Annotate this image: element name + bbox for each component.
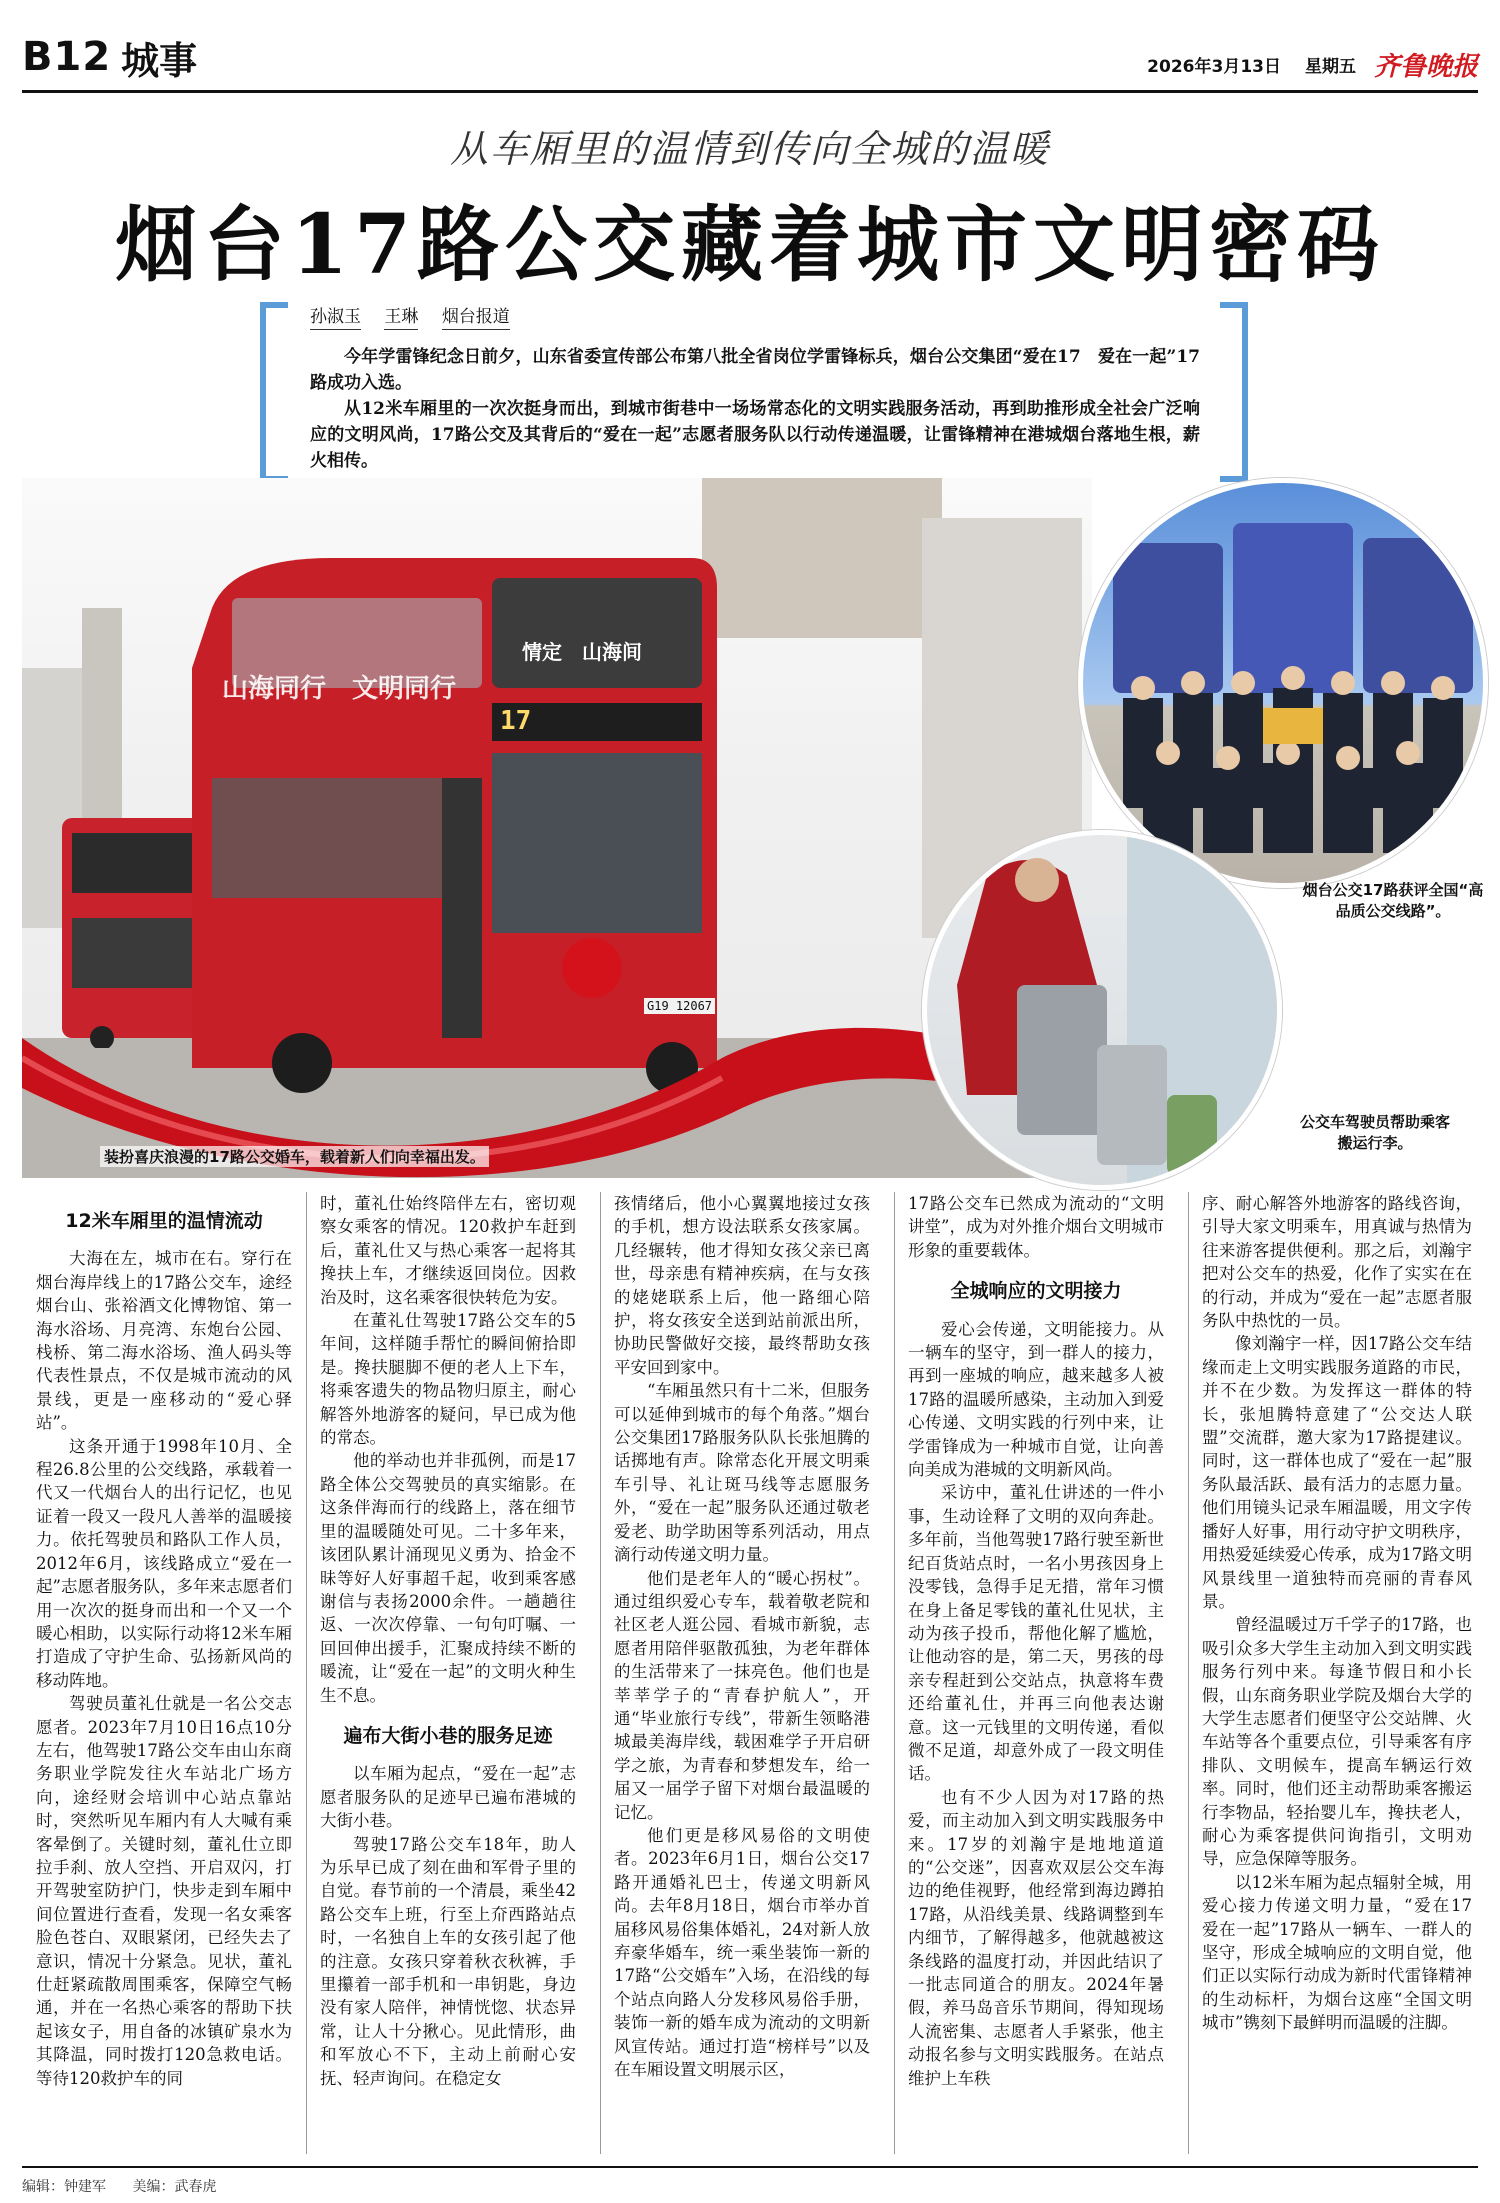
column-divider [894, 1192, 895, 2154]
body-paragraph: 以12米车厢为起点辐射全城，用爱心接力传递文明力量，“爱在17 爱在一起”17路从一辆车、一群人的坚守，形成全城响应的文明自觉，他们正以实际行动成为新时代雷锋精神的生动标杆，为烟台这座“全国文明城市”镌刻下最鲜明而温暖的注脚。 [1202, 1872, 1489, 2033]
body-paragraph: 大海在左，城市在右。穿行在烟台海岸线上的17路公交车，途经烟台山、张裕酒文化博物馆、第一海水浴场、月亮湾、东炮台公园、栈桥、第二海水浴场、渔人码头等代表性景点，不仅是城市流动的风景线，更是一座移动的“爱心驿站”。 [36, 1249, 292, 1433]
article-subtitle: 从车厢里的温情到传向全城的温暖 [449, 127, 1050, 171]
bus-banner-text: 情定 山海间 [522, 640, 642, 664]
body-paragraph: 驾驶员董礼仕就是一名公交志愿者。2023年7月10日16点10分左右，他驾驶17路公交车由山东商务职业学院发往火车站北广场方向，途经财会培训中心站点靠站时，突然听见车厢内有人大喊有乘客晕倒了。关键时刻，董礼仕立即拉手刹、放人空挡、开启双闪，打开驾驶室防护门，快步走到车厢中间位置进行查看，发现一名女乘客脸色苍白、双眼紧闭，已经失去了意识，情况十分紧急。见状，董礼仕赶紧疏散周围乘客，保障空气畅通，并在一名热心乘客的帮助下扶起该女子，用自备的冰镇矿泉水为其降温，同时拨打120急救电话。等待120救护车的同 [36, 1694, 292, 2088]
body-paragraph: 采访中，董礼仕讲述的一件小事，生动诠释了文明的双向奔赴。多年前，当他驾驶17路行驶至新世纪百货站点时，一名小男孩因身上没零钱，急得手足无措，常年习惯在身上备足零钱的董礼仕见状，主动为孩子投币，帮他化解了尴尬，让他动容的是，第二天，男孩的母亲专程赶到公交站点，执意将车费还给董礼仕，并再三向他表达谢意。这一元钱里的文明传递，看似微不足道，却意外成了一段文明佳话。 [908, 1483, 1164, 1784]
editor-credit: 编辑：钟建军 [22, 2179, 106, 2195]
issue-date: 2026年3月13日 [1147, 57, 1281, 77]
designer-credit: 美编：武春虎 [132, 2179, 217, 2195]
author-2: 王琳 [384, 307, 418, 330]
body-paragraph: 在董礼仕驾驶17路公交车的5年间，这样随手帮忙的瞬间俯拾即是。搀扶腿脚不便的老人上下车，将乘客遗失的物品物归原主，耐心解答外地游客的疑问，早已成为他的常态。 [320, 1311, 576, 1448]
lead-bracket-right [1220, 302, 1248, 482]
body-paragraph: 他的举动也并非孤例，而是17路全体公交驾驶员的真实缩影。在这条伴海而行的线路上，落在细节里的温暖随处可见。二十多年来，该团队累计涌现见义勇为、拾金不昧等好人好事超千起，收到乘客感谢信与表扬2000余件。一趟趟往返、一次次停靠、一句句叮嘱、一回回伸出援手，汇聚成持续不断的暖流，让“爱在一起”的文明火种生生不息。 [320, 1451, 576, 1705]
section-name: 城事 [121, 38, 198, 83]
bus-route-display: 17 [500, 706, 532, 736]
main-photo-caption: 装扮喜庆浪漫的17路公交婚车，载着新人们向幸福出发。 [100, 1146, 489, 1167]
page-footer [22, 2176, 238, 2196]
staff-group-photo [1078, 478, 1488, 888]
driver-luggage-photo [922, 830, 1282, 1190]
article-headline: 烟台17路公交藏着城市文明密码 [114, 197, 1386, 293]
body-paragraph: 爱心会传递，文明能接力。从一辆车的坚守，到一群人的接力，再到一座城的响应，越来越多人被17路的温暖所感染，主动加入到爱心传递、文明实践的行列中来，让学雷锋成为一种城市自觉，让向善向美成为港城的文明新风尚。 [908, 1319, 1164, 1480]
page-header-left [22, 30, 197, 84]
bus-side-slogan: 山海同行 文明同行 [222, 674, 457, 704]
newspaper-logo: 齐鲁晚报 [1373, 52, 1478, 82]
byline [310, 302, 528, 327]
issue-weekday: 星期五 [1304, 57, 1356, 77]
section-heading: 12米车厢里的温情流动 [65, 1210, 263, 1232]
body-column-5 [1202, 1192, 1489, 2035]
body-paragraph: 也有不少人因为对17路的热爱，而主动加入到文明实践服务中来。17岁的刘瀚宇是地地道道的“公交迷”，因喜欢双层公交车海边的绝佳视野，他经常到海边蹲拍17路，从沿线美景、线路调整到车内细节，了解得越多，他就越被这条线路的温度打动，并因此结识了一批志同道合的朋友。2024年暑假，养马岛音乐节期间，得知现场人流密集、志愿者人手紧张，他主动报名参与文明实践服务。在站点维护上车秩 [908, 1787, 1164, 2088]
body-column-4 [908, 1192, 1164, 2090]
body-paragraph: 曾经温暖过万千学子的17路，也吸引众多大学生主动加入到文明实践服务行列中来。每逢节假日和小长假，山东商务职业学院及烟台大学的大学生志愿者们便坚守公交站牌、火车站等各个重要点位，引导乘客有序排队、文明候车，提高车辆运行效率。同时，他们还主动帮助乘客搬运行李物品，轻抬婴儿车，搀扶老人，耐心为乘客提供问询指引，文明劝导，应急保障等服务。 [1202, 1615, 1472, 1869]
column-divider [1188, 1192, 1189, 2154]
footer-rule [22, 2166, 1478, 2168]
body-paragraph: 时，董礼仕始终陪伴左右，密切观察女乘客的情况。120救护车赶到后，董礼仕又与热心乘客一起将其搀扶上车，才继续返回岗位。因救治及时，这名乘客很快转危为安。 [320, 1194, 576, 1307]
column-divider [306, 1192, 307, 2154]
body-paragraph: 孩情绪后，他小心翼翼地接过女孩的手机，想方设法联系女孩家属。几经辗转，他才得知女孩父亲已离世，母亲患有精神疾病，在与女孩的姥姥联系上后，他一路细心陪护，将女孩安全送到站前派出所，协助民警做好交接，最终帮助女孩平安回到家中。 [614, 1194, 870, 1377]
body-paragraph: 序、耐心解答外地游客的路线咨询，引导大家文明乘车，用真诚与热情为往来游客提供便利。那之后，刘瀚宇把对公交车的热爱，化作了实实在在的行动，并成为“爱在一起”志愿者服务队中热忱的一员。 [1202, 1194, 1472, 1331]
luggage-photo-caption: 公交车驾驶员帮助乘客搬运行李。 [1300, 1113, 1451, 1152]
main-photo [22, 478, 1092, 1178]
body-paragraph: 这条开通于1998年10月、全程26.8公里的公交线路，承载着一代又一代烟台人的出行记忆，也见证着一段又一段凡人善举的温暖接力。依托驾驶员和路队工作人员，2012年6月，该线路成立“爱在一起”志愿者服务队，多年来志愿者们用一次次的挺身而出和一个又一个暖心相助，以实际行动将12米车厢打造成了守护生命、弘扬新风尚的移动阵地。 [36, 1436, 292, 1690]
bus-license-plate: G19 12067 [644, 998, 715, 1014]
column-divider [600, 1192, 601, 2154]
article-lead [310, 344, 1200, 474]
section-heading: 遍布大街小巷的服务足迹 [343, 1724, 553, 1747]
body-column-3 [614, 1192, 870, 2081]
body-paragraph: 他们更是移风易俗的文明使者。2023年6月1日，烟台公交17路开通婚礼巴士，传递文明新风尚。去年8月18日，烟台市举办首届移风易俗集体婚礼，24对新人放弃豪华婚车，统一乘坐装饰一新的17路“公交婚车”入场，在沿线的每个站点向路人分发移风易俗手册，装饰一新的婚车成为流动的文明新风宣传站。通过打造“榜样号”以及在车厢设置文明展示区， [614, 1825, 870, 2080]
page-number: B12 [22, 34, 112, 80]
header-rule [22, 90, 1478, 93]
lead-paragraph: 今年学雷锋纪念日前夕，山东省委宣传部公布第八批全省岗位学雷锋标兵，烟台公交集团“爱在17 爱在一起”17路成功入选。 [310, 347, 1200, 393]
staff-photo-caption: 烟台公交17路获评全国“高品质公交线路”。 [1302, 881, 1484, 920]
lead-paragraph: 从12米车厢里的一次次挺身而出，到城市街巷中一场场常态化的文明实践服务活动，再到助推形成全社会广泛响应的文明风尚，17路公交及其背后的“爱在一起”志愿者服务队以行动传递温暖，让雷锋精神在港城烟台落地生根，薪火相传。 [310, 399, 1200, 471]
section-heading: 全城响应的文明接力 [950, 1280, 1122, 1303]
body-paragraph: 以车厢为起点，“爱在一起”志愿者服务队的足迹早已遍布港城的大街小巷。 [320, 1764, 576, 1831]
body-paragraph: “车厢虽然只有十二米，但服务可以延伸到城市的每个角落。”烟台公交集团17路服务队队长张旭腾的话掷地有声。除常态化开展文明乘车引导、礼让斑马线等志愿服务外，“爱在一起”服务队还通过敬老爱老、助学助困等系列活动，用点滴行动传递文明力量。 [614, 1381, 870, 1565]
body-column-1 [36, 1192, 292, 2090]
body-paragraph: 17路公交车已然成为流动的“文明讲堂”，成为对外推介烟台文明城市形象的重要载体。 [908, 1194, 1164, 1260]
body-paragraph: 他们是老年人的“暖心拐杖”。通过组织爱心专车，载着敬老院和社区老人逛公园、看城市新貌，志愿者用陪伴驱散孤独，为老年群体的生活带来了一抹亮色。他们也是莘莘学子的“青春护航人”，开通“毕业旅行专线”，带新生领略港城最美海岸线，载困难学子开启研学之旅，为青春和梦想发车，给一届又一届学子留下对烟台最温暖的记忆。 [614, 1568, 870, 1822]
body-column-2 [320, 1192, 576, 2090]
lead-bracket-left [260, 302, 288, 482]
body-paragraph: 驾驶17路公交车18年，助人为乐早已成了刻在曲和军骨子里的自觉。春节前的一个清晨，乘坐42路公交车上班，行至上夼西路站点时，一名独自上车的女孩引起了他的注意。女孩只穿着秋衣秋裤，手里攥着一部手机和一串钥匙，身边没有家人陪伴，神情恍惚、状态异常，让人十分揪心。见此情形，曲和军放心不下，主动上前耐心安抚、轻声询问。在稳定女 [320, 1834, 576, 2088]
author-1: 孙淑玉 [310, 307, 361, 330]
dateline: 烟台报道 [442, 307, 510, 330]
body-paragraph: 像刘瀚宇一样，因17路公交车结缘而走上文明实践服务道路的市民，并不在少数。为发挥这一群体的特长，张旭腾特意建了“公交达人联盟”交流群，邀大家为17路提建议。同时，这一群体也成了“爱在一起”服务队最活跃、最有活力的志愿力量。他们用镜头记录车厢温暖，用文字传播好人好事，用行动守护文明秩序，用热爱延续爱心传承，成为17路文明风景线里一道独特而亮丽的青春风景。 [1202, 1334, 1472, 1611]
page-header-right [1147, 46, 1478, 83]
